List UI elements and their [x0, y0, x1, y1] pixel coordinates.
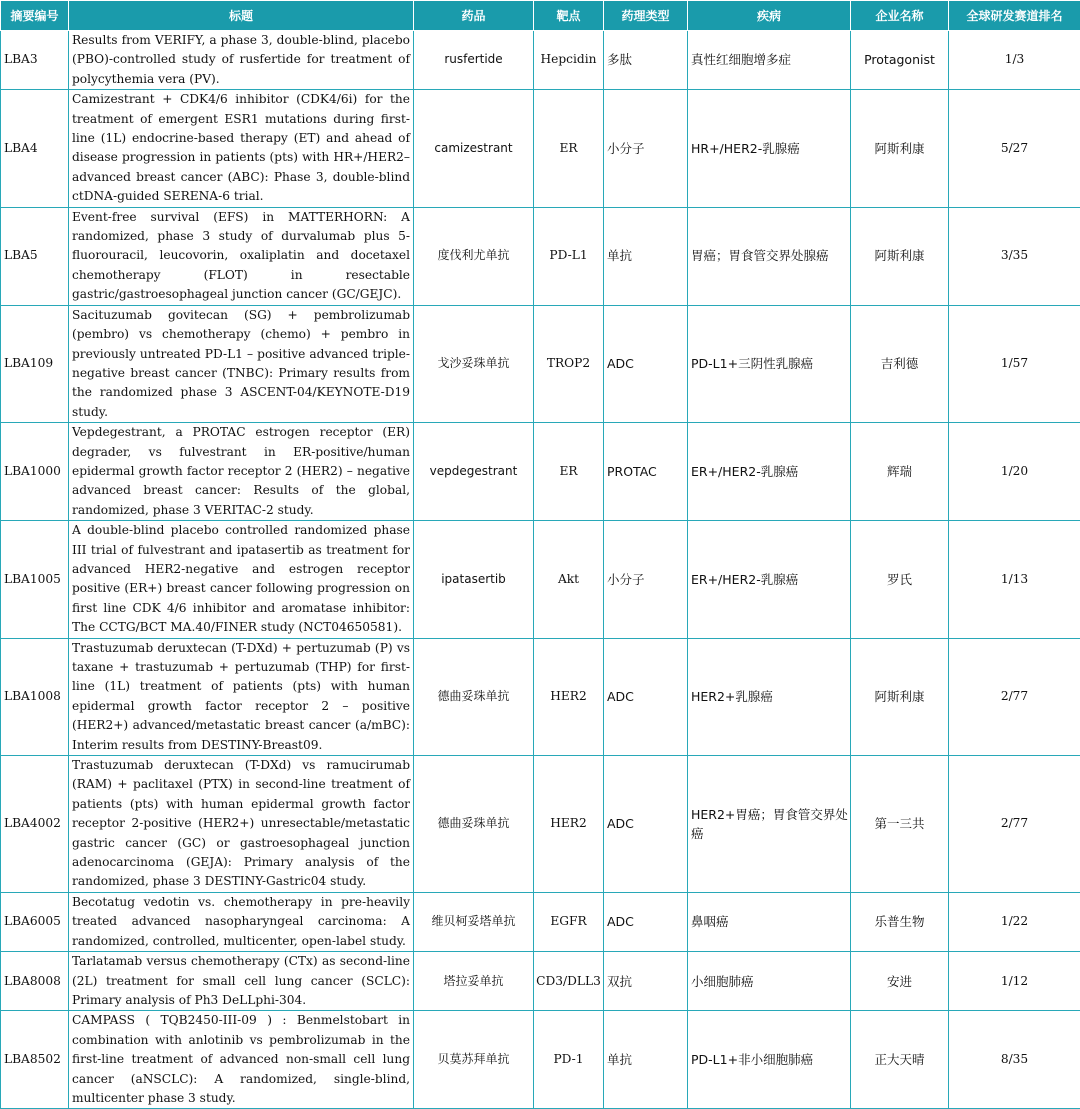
company: 阿斯利康	[851, 90, 949, 207]
rank: 1/57	[949, 305, 1080, 422]
drug-name: camizestrant	[414, 90, 534, 207]
abstract-id: LBA1000	[1, 423, 69, 521]
moa-type: PROTAC	[604, 423, 688, 521]
disease: HER2+乳腺癌	[688, 638, 851, 755]
abstract-id: LBA1008	[1, 638, 69, 755]
disease: 胃癌；胃食管交界处腺癌	[688, 207, 851, 305]
table-row	[1, 31, 1080, 90]
moa-type: ADC	[604, 756, 688, 893]
company: 罗氏	[851, 521, 949, 638]
rank: 2/77	[949, 638, 1080, 755]
company: 正大天晴	[851, 1011, 949, 1109]
table-row	[1, 207, 1080, 305]
rank: 1/12	[949, 952, 1080, 1011]
target: Akt	[534, 521, 604, 638]
rank: 1/13	[949, 521, 1080, 638]
drug-name: 度伐利尤单抗	[414, 207, 534, 305]
target: HER2	[534, 638, 604, 755]
abstract-title: Sacituzumab govitecan (SG) + pembrolizumab (pembro) vs chemotherapy (chemo) + pembro in previously untreated PD-L1 – positive advanced triple-negative breast cancer (TNBC): Primary results from the randomized phase 3 ASCENT-04/KEYNOTE-D19 study.	[69, 305, 414, 422]
moa-type: 单抗	[604, 207, 688, 305]
moa-type: 小分子	[604, 521, 688, 638]
table-row	[1, 952, 1080, 1011]
disease: 鼻咽癌	[688, 892, 851, 951]
drug-name: rusfertide	[414, 31, 534, 90]
moa-type: 单抗	[604, 1011, 688, 1109]
disease: 真性红细胞增多症	[688, 31, 851, 90]
table-row	[1, 423, 1080, 521]
target: TROP2	[534, 305, 604, 422]
moa-type: 多肽	[604, 31, 688, 90]
abstract-title: Trastuzumab deruxtecan (T-DXd) + pertuzumab (P) vs taxane + trastuzumab + pertuzumab (THP) for first-line (1L) treatment of patients (pts) with human epidermal growth factor receptor 2 – positive (HER2+) advanced/metastatic breast cancer (a/mBC): Interim results from DESTINY-Breast09.	[69, 638, 414, 755]
target: ER	[534, 423, 604, 521]
target: ER	[534, 90, 604, 207]
abstract-title: Results from VERIFY, a phase 3, double-blind, placebo (PBO)-controlled study of rusfertide for treatment of polycythemia vera (PV).	[69, 31, 414, 90]
abstract-id: LBA5	[1, 207, 69, 305]
table-row	[1, 90, 1080, 207]
disease: HER2+胃癌；胃食管交界处癌	[688, 756, 851, 893]
rank: 1/20	[949, 423, 1080, 521]
abstract-title: Event-free survival (EFS) in MATTERHORN: A randomized, phase 3 study of durvalumab plus 5-fluorouracil, leucovorin, oxaliplatin and docetaxel chemotherapy (FLOT) in resectable gastric/gastroesophageal junction cancer (GC/GEJC).	[69, 207, 414, 305]
abstract-id: LBA4002	[1, 756, 69, 893]
abstract-id: LBA3	[1, 31, 69, 90]
target: EGFR	[534, 892, 604, 951]
company: Protagonist	[851, 31, 949, 90]
disease: PD-L1+非小细胞肺癌	[688, 1011, 851, 1109]
drug-name: vepdegestrant	[414, 423, 534, 521]
abstract-id: LBA6005	[1, 892, 69, 951]
abstract-title: Tarlatamab versus chemotherapy (CTx) as second-line (2L) treatment for small cell lung cancer (SCLC): Primary analysis of Ph3 DeLLphi-304.	[69, 952, 414, 1011]
abstract-title: Camizestrant + CDK4/6 inhibitor (CDK4/6i) for the treatment of emergent ESR1 mutations during first-line (1L) endocrine-based therapy (ET) and ahead of disease progression in patients (pts) with HR+/HER2– advanced breast cancer (ABC): Phase 3, double-blind ctDNA-guided SERENA-6 trial.	[69, 90, 414, 207]
abstract-title: A double-blind placebo controlled randomized phase III trial of fulvestrant and ipatasertib as treatment for advanced HER2-negative and estrogen receptor positive (ER+) breast cancer following progression on first line CDK 4/6 inhibitor and aromatase inhibitor: The CCTG/BCT MA.40/FINER study (NCT04650581).	[69, 521, 414, 638]
table-row	[1, 1011, 1080, 1109]
disease: ER+/HER2-乳腺癌	[688, 423, 851, 521]
header-title: 标题	[69, 1, 414, 31]
company: 阿斯利康	[851, 638, 949, 755]
moa-type: ADC	[604, 638, 688, 755]
header-disease: 疾病	[688, 1, 851, 31]
table-row	[1, 521, 1080, 638]
target: HER2	[534, 756, 604, 893]
company: 第一三共	[851, 756, 949, 893]
abstract-title: Trastuzumab deruxtecan (T-DXd) vs ramucirumab (RAM) + paclitaxel (PTX) in second-line treatment of patients (pts) with human epidermal growth factor receptor 2-positive (HER2+) unresectable/metastatic gastric cancer (GC) or gastroesophageal junction adenocarcinoma (GEJA): Primary analysis of the randomized, phase 3 DESTINY-Gastric04 study.	[69, 756, 414, 893]
company: 乐普生物	[851, 892, 949, 951]
header-row	[1, 1, 1080, 31]
rank: 5/27	[949, 90, 1080, 207]
rank: 1/22	[949, 892, 1080, 951]
drug-name: 德曲妥珠单抗	[414, 638, 534, 755]
header-company: 企业名称	[851, 1, 949, 31]
abstract-id: LBA4	[1, 90, 69, 207]
abstract-id: LBA8502	[1, 1011, 69, 1109]
target: PD-L1	[534, 207, 604, 305]
abstract-title: Becotatug vedotin vs. chemotherapy in pre-heavily treated advanced nasopharyngeal carcinoma: A randomized, controlled, multicenter, open-label study.	[69, 892, 414, 951]
table-row	[1, 892, 1080, 951]
company: 辉瑞	[851, 423, 949, 521]
drug-name: 德曲妥珠单抗	[414, 756, 534, 893]
drug-name: 戈沙妥珠单抗	[414, 305, 534, 422]
company: 阿斯利康	[851, 207, 949, 305]
abstract-id: LBA109	[1, 305, 69, 422]
rank: 2/77	[949, 756, 1080, 893]
header-moa: 药理类型	[604, 1, 688, 31]
drug-name: ipatasertib	[414, 521, 534, 638]
rank: 1/3	[949, 31, 1080, 90]
moa-type: ADC	[604, 305, 688, 422]
drug-name: 维贝柯妥塔单抗	[414, 892, 534, 951]
abstract-title: CAMPASS ( TQB2450-III-09 ) : Benmelstobart in combination with anlotinib vs pembrolizumab in the first-line treatment of advanced non-small cell lung cancer (aNSCLC): A randomized, single-blind, multicenter phase 3 study.	[69, 1011, 414, 1109]
table-row	[1, 305, 1080, 422]
drug-name: 塔拉妥单抗	[414, 952, 534, 1011]
drug-name: 贝莫苏拜单抗	[414, 1011, 534, 1109]
disease: ER+/HER2-乳腺癌	[688, 521, 851, 638]
header-target: 靶点	[534, 1, 604, 31]
header-drug: 药品	[414, 1, 534, 31]
rank: 8/35	[949, 1011, 1080, 1109]
moa-type: 小分子	[604, 90, 688, 207]
target: CD3/DLL3	[534, 952, 604, 1011]
header-id: 摘要编号	[1, 1, 69, 31]
rank: 3/35	[949, 207, 1080, 305]
target: Hepcidin	[534, 31, 604, 90]
header-rank: 全球研发赛道排名	[949, 1, 1080, 31]
target: PD-1	[534, 1011, 604, 1109]
company: 安进	[851, 952, 949, 1011]
abstract-id: LBA8008	[1, 952, 69, 1011]
disease: 小细胞肺癌	[688, 952, 851, 1011]
moa-type: 双抗	[604, 952, 688, 1011]
abstract-title: Vepdegestrant, a PROTAC estrogen receptor (ER) degrader, vs fulvestrant in ER-positive/human epidermal growth factor receptor 2 (HER2) – negative advanced breast cancer: Results of the global, randomized, phase 3 VERITAC-2 study.	[69, 423, 414, 521]
table-row	[1, 756, 1080, 893]
disease: PD-L1+三阴性乳腺癌	[688, 305, 851, 422]
moa-type: ADC	[604, 892, 688, 951]
company: 吉利德	[851, 305, 949, 422]
table-row	[1, 638, 1080, 755]
abstract-id: LBA1005	[1, 521, 69, 638]
disease: HR+/HER2-乳腺癌	[688, 90, 851, 207]
